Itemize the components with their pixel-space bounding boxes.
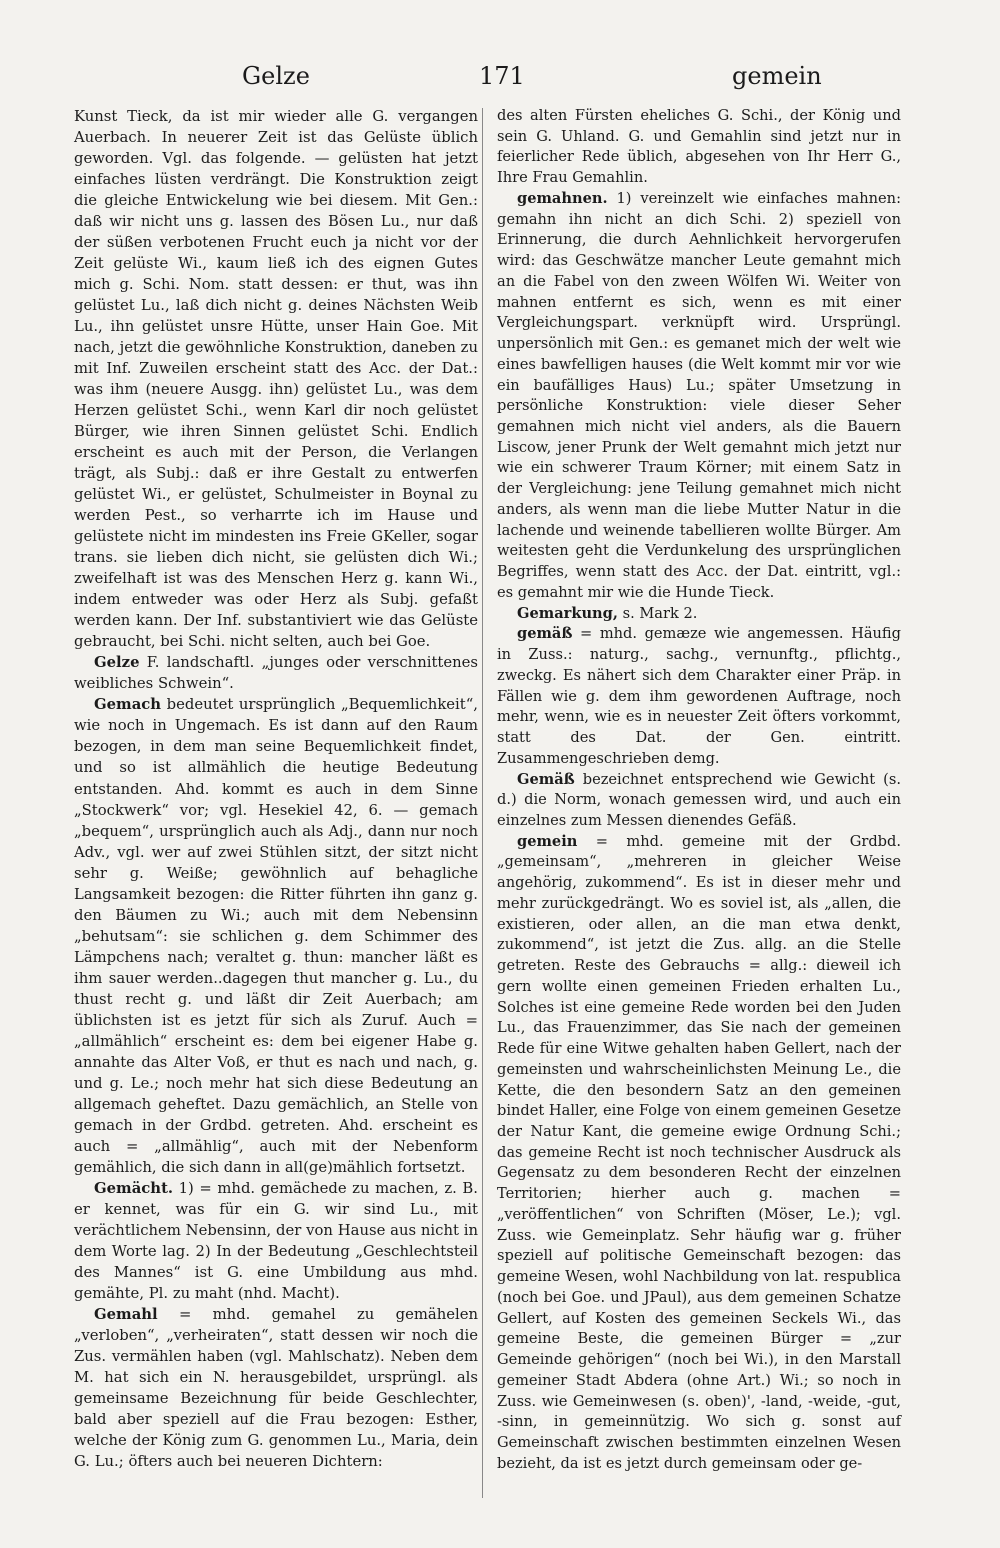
entry-gemahnen bbox=[497, 189, 901, 604]
entry-text: bedeutet ursprünglich „Bequemlichkeit“, wie noch in Ungemach. Es ist dann auf den Raum bezogen, in dem man seine Bequemlichkeit findet, und so ist allmählich die heutige Bedeutung entstanden. Ahd. kommt es auch in dem Sinne „Stockwerk“ vor; vgl. Hesekiel 42, 6. — gemach „bequem“, ursprünglich auch als Adj., dann nur noch Adv., vgl. wer auf zwei Stühlen sitzt, der sitzt nicht sehr g. Weiße; gewöhnlich auf behagliche Langsamkeit bezogen: die Ritter führten ihn ganz g. den Bäumen zu Wi.; auch mit dem Nebensinn „behutsam“: sie schlichen g. dem Schimmer des Lämpchens nach; veraltet g. thun: mancher läßt es ihm sauer werden..dagegen thut mancher g. Lu., du thust recht g. und läßt dir Zeit Auerbach; am üblichsten ist es jetzt für sich als Zuruf. Auch = „allmählich“ erscheint es: dem bei eigener Habe g. annahte das Alter Voß, er thut es nach und nach, g. und g. Le.; noch mehr hat sich diese Bedeutung an allgemach geheftet. Dazu gemächlich, an Stelle von gemach in der Grdbd. getreten. Ahd. erscheint es auch = „allmählig“, auch mit der Nebenform gemählich, die sich dann in all(ge)mählich fortsetzt. bbox=[74, 696, 478, 1176]
entry-gemaess-noun bbox=[497, 770, 901, 832]
header-left-word: Gelze bbox=[242, 62, 310, 90]
entry-headword: Gemächt. bbox=[94, 1179, 174, 1197]
entry-text: 1) = mhd. gemächede zu machen, z. B. er kennet, was für ein G. wir sind Lu., mit verächtlichem Nebensinn, der von Hause aus nicht in dem Worte lag. 2) In der Bedeutung „Geschlechtsteil des Mannes“ ist G. eine Umbildung aus mhd. gemähte, Pl. zu maht (nhd. Macht). bbox=[74, 1179, 478, 1302]
column-divider bbox=[482, 108, 483, 1498]
entry-headword: Gemahl bbox=[94, 1305, 158, 1323]
entry-text: bezeichnet entsprechend wie Gewicht (s. d.) die Norm, wonach gemessen wird, und auch ein einzelnes zum Messen dienendes Gefäß. bbox=[497, 770, 901, 829]
left-column bbox=[74, 106, 478, 1472]
page-number: 171 bbox=[479, 62, 525, 90]
entry-text: des alten Fürsten eheliches G. Schi., der König und sein G. Uhland. G. und Gemahlin sind jetzt nur in feierlicher Rede üblich, abgesehen von Ihr Herr G., Ihre Frau Gemahlin. bbox=[497, 107, 901, 187]
entry-continuation bbox=[74, 106, 478, 652]
entry-headword: Gelze bbox=[94, 654, 140, 672]
entry-text: F. landschaftl. „junges oder verschnittenes weibliches Schwein“. bbox=[74, 654, 478, 693]
right-column bbox=[497, 106, 901, 1474]
entry-gemaess-adj bbox=[497, 624, 901, 769]
entry-headword: gemahnen. bbox=[517, 189, 608, 207]
entry-headword: gemäß bbox=[517, 625, 573, 643]
entry-text: s. Mark 2. bbox=[617, 604, 698, 622]
entry-text: 1) vereinzelt wie einfaches mahnen: gemahn ihn nicht an dich Schi. 2) speziell von Erinnerung, die durch Aehnlichkeit hervorgerufen wird: das Geschwätze mancher Leute gemahnt mich an die Fabel von den zween Wölfen Wi. Weiter von mahnen entfernt es sich, wenn es mit einer Vergleichungspart. verknüpft wird. Ursprüngl. unpersönlich mit Gen.: es gemanet mich der welt wie eines bawfelligen hauses (die Welt kommt mir vor wie ein baufälliges Haus) Lu.; später Umsetzung in persönliche Konstruktion: viele dieser Seher gemahnen mich nicht viel anders, als die Bauern Liscow, jener Prunk der Welt gemahnt mich jetzt nur wie ein schwerer Traum Körner; mit einem Satz in der Vergleichung: jene Teilung gemahnet mich nicht anders, als wenn man die liebe Mutter Natur in die lachende und weinende tabellieren wollte Bürger. Am weitesten geht die Verdunkelung des ursprünglichen Begriffes, wenn statt des Acc. der Dat. eintritt, vgl.: es gemahnt mir wie die Hunde Tieck. bbox=[497, 189, 901, 601]
entry-text: = mhd. gemeine mit der Grdbd. „gemeinsam“, „mehreren in gleicher Weise angehörig, zukommend“. Es ist in dieser mehr und mehr zurückgedrängt. Wo es soviel ist, als „allen, die existieren, oder allen, an die man etwa denkt, zukommend“, ist jetzt die Zus. allg. an die Stelle getreten. Reste des Gebrauchs = allg.: dieweil ich gern wollte einen gemeinen Frieden erhalten Lu., Solches ist eine gemeine Rede worden bei den Juden Lu., das Frauenzimmer, das Sie nach der gemeinen Rede für eine Witwe gehalten haben Gellert, nach der gemeinsten und wahrscheinlichsten Meinung Le., die Kette, die den besondern Satz an den gemeinen bindet Haller, eine Folge von einem gemeinen Gesetze der Natur Kant, die gemeine ewige Ordnung Schi.; das gemeine Recht ist noch technischer Ausdruck als Gegensatz zu dem besonderen Recht der einzelnen Territorien; hierher auch g. machen = „veröffentlichen“ von Schriften (Möser, Le.); vgl. Zuss. wie Gemeinplatz. Sehr häufig war g. früher speziell auf politische Gemeinschaft bezogen: das gemeine Wesen, wohl Nachbildung von lat. respublica (noch bei Goe. und JPaul), aus dem gemeinen Schatze Gellert, auf Kosten des gemeinen Seckels Wi., das gemeine Beste, die gemeinen Bürger = „zur Gemeinde gehörigen“ (noch bei Wi.), in den Marstall gemeiner Stadt Abdera (ohne Art.) Wi.; so noch in Zuss. wie Gemeinwesen (s. oben)', -land, -weide, -gut, -sinn, in gemeinnützig. Wo sich g. sonst auf Gemeinschaft zwischen bestimmten einzelnen Wesen bezieht, da ist es jetzt durch gemeinsam oder ge- bbox=[497, 832, 902, 1472]
header-right-word: gemein bbox=[732, 62, 822, 90]
entry-gemarkung bbox=[497, 604, 901, 625]
entry-headword: Gemarkung, bbox=[517, 604, 618, 622]
entry-headword: Gemach bbox=[94, 696, 162, 714]
entry-headword: Gemäß bbox=[517, 770, 575, 788]
entry-gemahl bbox=[74, 1304, 478, 1472]
entry-continuation bbox=[497, 106, 901, 189]
entry-headword: gemein bbox=[517, 832, 578, 850]
entry-text: = mhd. gemæze wie angemessen. Häufig in Zuss.: naturg., sachg., vernunftg., pflichtg., zweckg. Es nähert sich dem Charakter einer Präp. in Fällen wie g. dem ihm gewordenen Auftrage, noch mehr, wenn, wie es in neuester Zeit öfters vorkommt, statt des Dat. der Gen. eintritt. Zusammengeschrieben demg. bbox=[497, 625, 901, 767]
running-header bbox=[72, 62, 932, 98]
entry-text: = mhd. gemahel zu gemähelen „verloben“, „verheiraten“, statt dessen wir noch die Zus. vermählen haben (vgl. Mahlschatz). Neben dem M. hat sich ein N. herausgebildet, ursprüngl. als gemeinsame Bezeichnung für beide Geschlechter, bald aber speziell auf die Frau bezogen: Esther, welche der König zum G. genommen Lu., Maria, dein G. Lu.; öfters auch bei neueren Dichtern: bbox=[74, 1305, 478, 1470]
entry-gemach bbox=[74, 694, 478, 1177]
entry-text: Kunst Tieck, da ist mir wieder alle G. vergangen Auerbach. In neuerer Zeit ist das Gelüste üblich geworden. Vgl. das folgende. — gelüsten hat jetzt einfaches lüsten verdrängt. Die Konstruktion zeigt die gleiche Entwickelung wie bei diesem. Mit Gen.: daß wir nicht uns g. lassen des Bösen Lu., nur daß der süßen verbotenen Frucht euch ja nicht vor der Zeit gelüste Wi., kaum ließ ich des eignen Gutes mich g. Schi. Nom. statt dessen: er thut, was ihn gelüstet Lu., laß dich nicht g. deines Nächsten Weib Lu., ihn gelüstet unsre Hütte, unser Hain Goe. Mit nach, jetzt die gewöhnliche Konstruktion, daneben zu mit Inf. Zuweilen erscheint statt des Acc. der Dat.: was ihm (neuere Ausgg. ihn) gelüstet Lu., was dem Herzen gelüstet Schi., wenn Karl dir noch gelüstet Bürger, wie ihren Sinnen gelüstet Schi. Endlich erscheint es auch mit der Person, die Verlangen trägt, als Subj.: daß er ihre Gestalt zu entwerfen gelüstet Wi., er gelüstet, Schulmeister in Boynal zu werden Pest., so verharrte ich im Hause und gelüstete nicht im mindesten ins Freie GKeller, sogar trans. sie lieben dich nicht, sie gelüsten dich Wi.; zweifelhaft ist was des Menschen Herz g. kann Wi., indem entweder was oder Herz als Subj. gefaßt werden kann. Der Inf. substantiviert wie das Gelüste gebraucht, bei Schi. nicht selten, auch bei Goe. bbox=[74, 108, 478, 651]
entry-gelze bbox=[74, 652, 478, 694]
entry-gemein bbox=[497, 832, 901, 1475]
entry-gemaecht bbox=[74, 1178, 478, 1304]
